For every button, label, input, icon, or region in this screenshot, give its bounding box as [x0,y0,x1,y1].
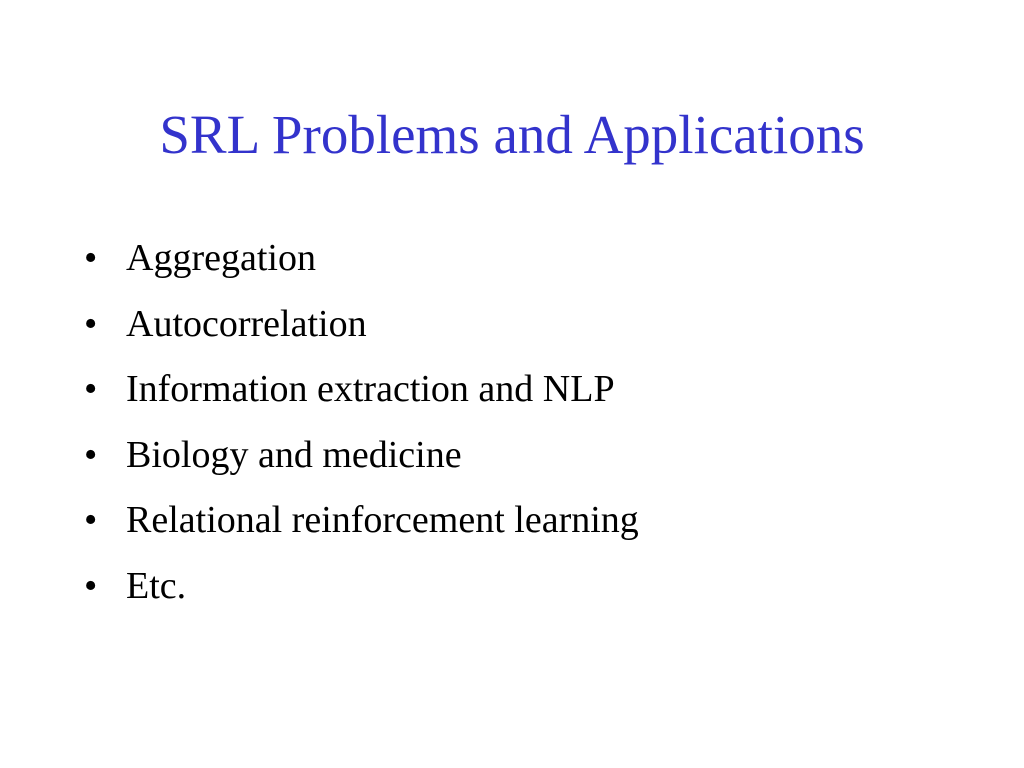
bullet-icon: • [84,368,98,410]
list-item [84,496,639,562]
bullet-text: Autocorrelation [126,302,367,345]
slide-title: SRL Problems and Applications [159,104,865,165]
bullet-icon: • [84,237,98,279]
bullet-icon: • [84,564,98,607]
list-item [84,562,639,628]
bullet-text: Relational reinforcement learning [126,499,639,541]
bullet-text: Biology and medicine [126,433,462,476]
bullet-icon: • [84,433,98,476]
list-item [84,300,639,366]
bullet-icon: • [84,499,98,541]
bullet-text: Etc. [126,564,187,607]
list-item [84,365,639,431]
list-item [84,234,639,300]
bullet-text: Information extraction and NLP [126,368,615,410]
bullet-text: Aggregation [126,237,316,279]
bullet-icon: • [84,302,98,345]
bullet-list [84,234,639,627]
list-item [84,431,639,497]
